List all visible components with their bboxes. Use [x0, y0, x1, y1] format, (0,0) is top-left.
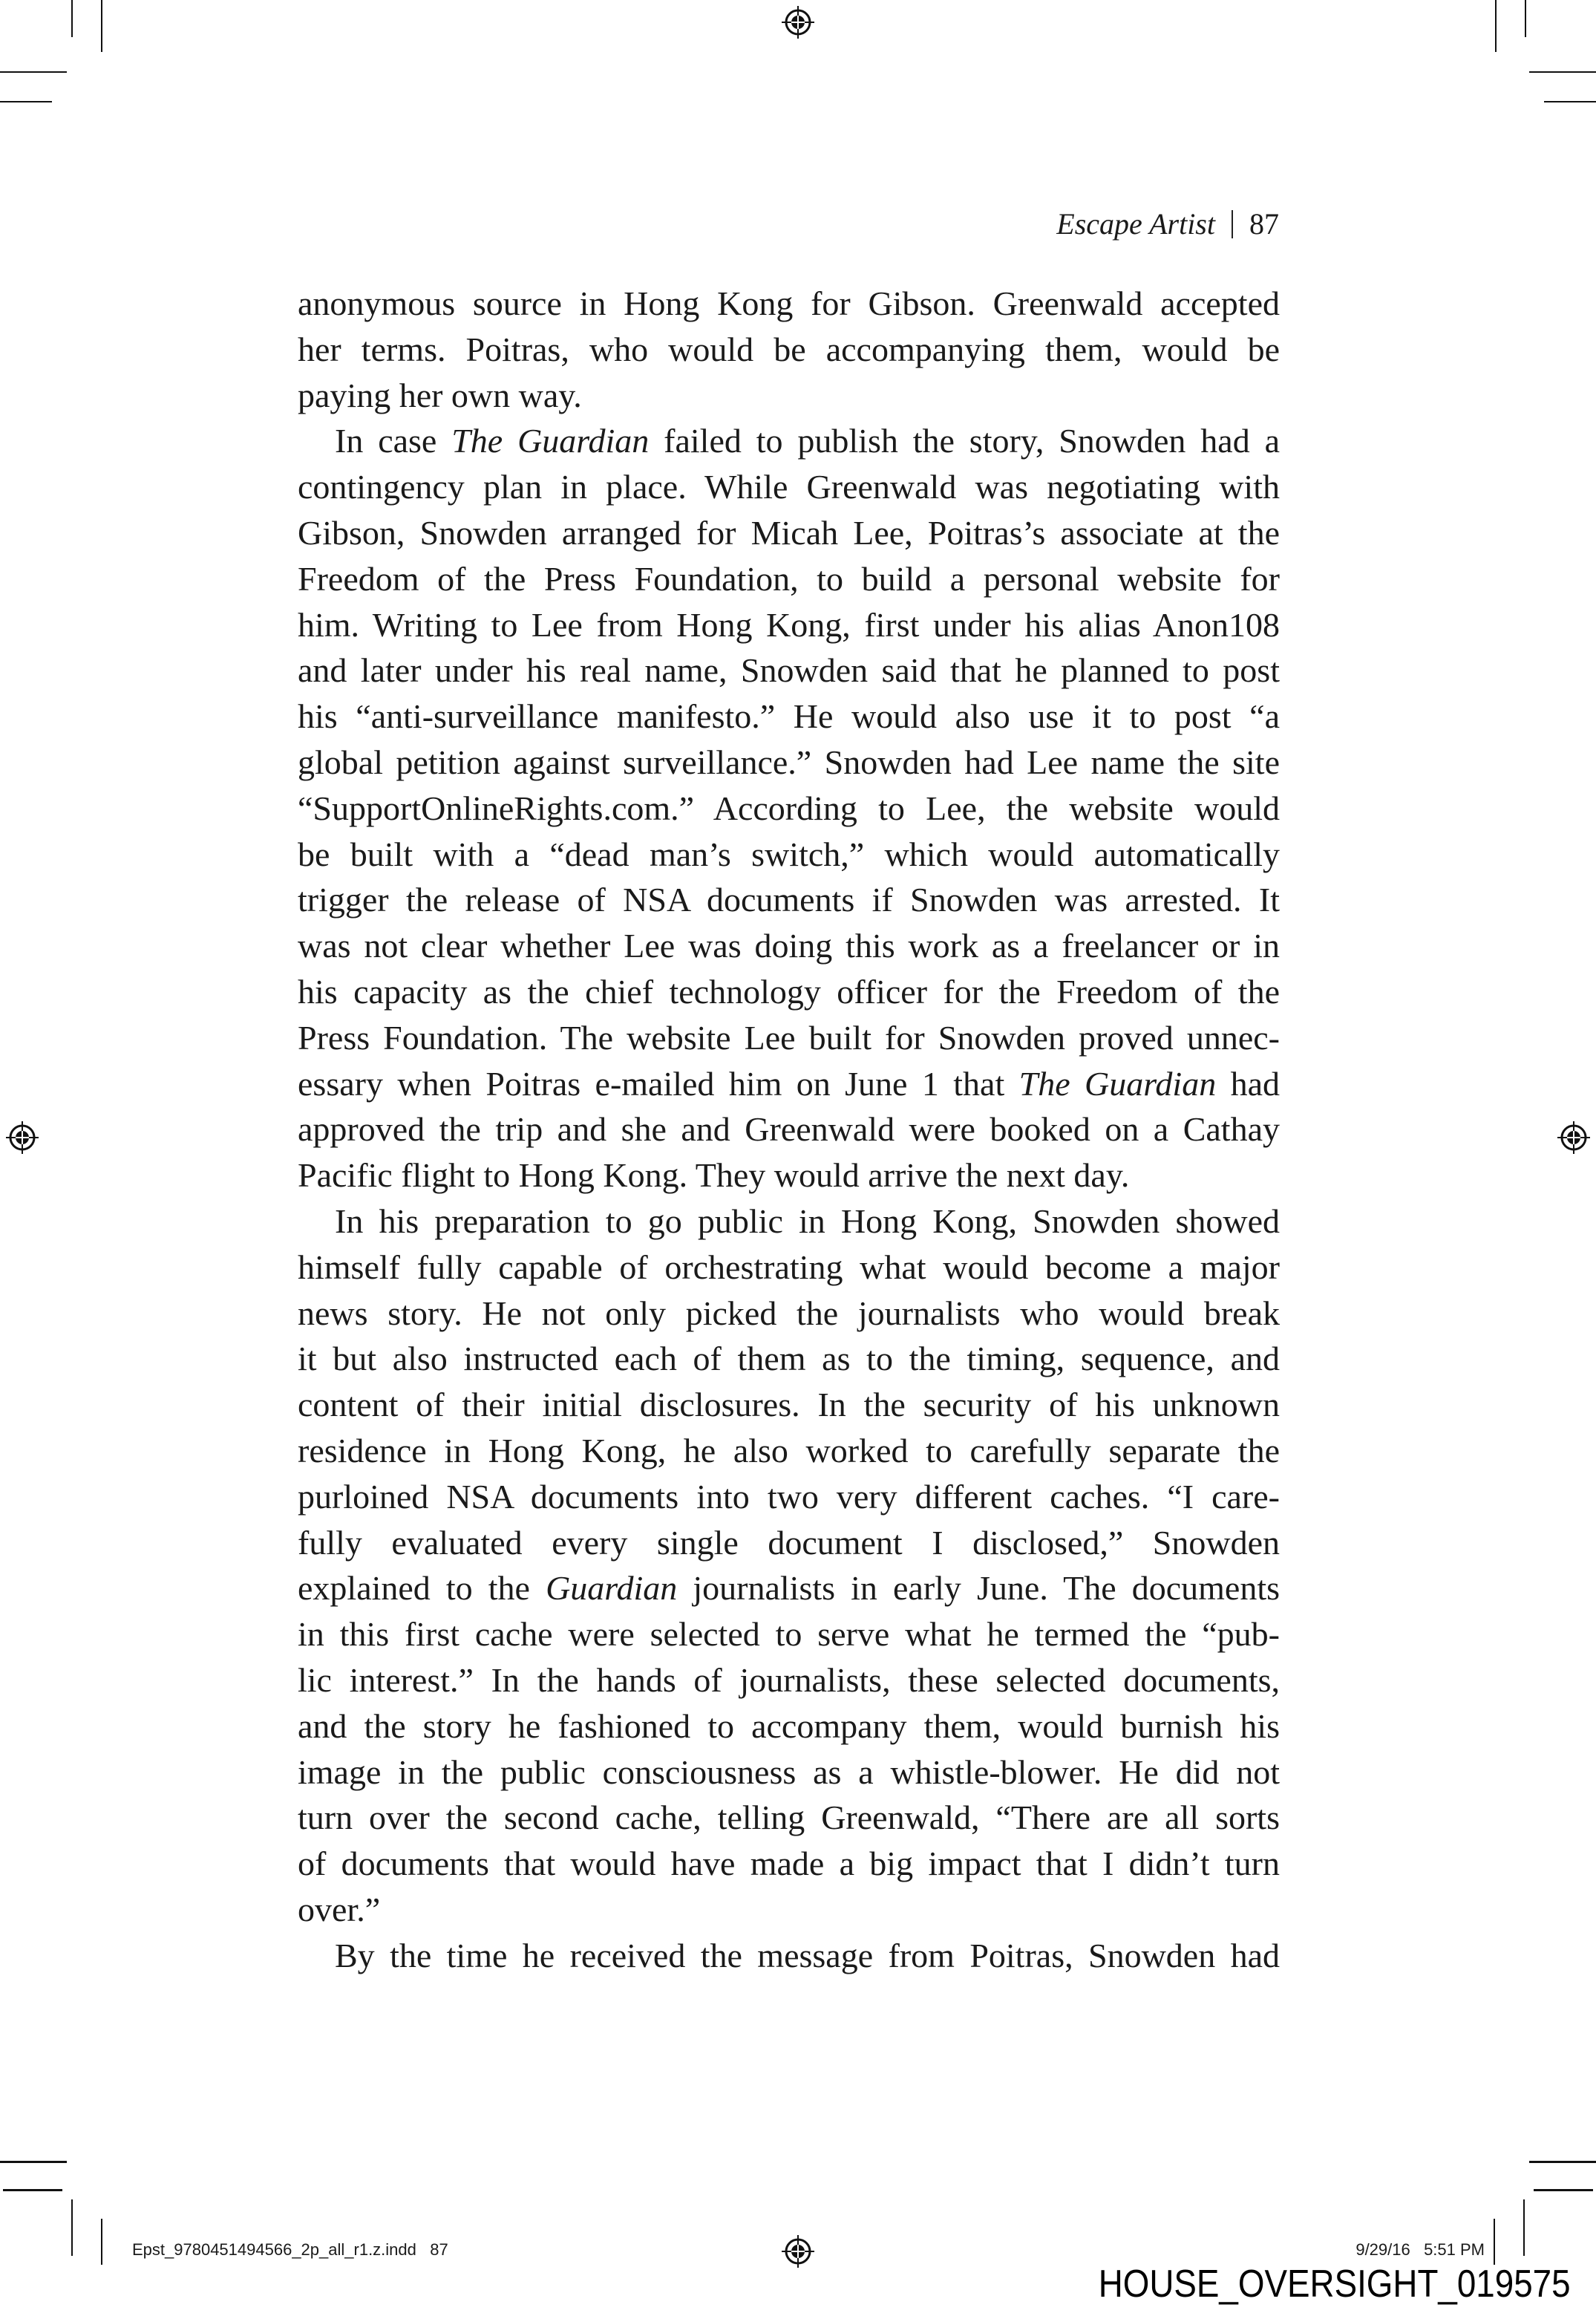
text-line: [298, 1749, 1280, 1795]
page-number: 87: [1249, 207, 1279, 241]
text-line: [298, 969, 1280, 1015]
registration-mark-icon: [1557, 1121, 1590, 1154]
text-line: [298, 464, 1280, 510]
text-segment: essary when Poitras e-mailed him on June 1 that: [298, 1064, 1019, 1103]
text-line: [298, 647, 1280, 694]
text-line: [298, 786, 1280, 832]
text-line: [298, 1336, 1280, 1382]
text-segment: In his preparation to go public in Hong Kong, Snowden showed: [335, 1201, 1280, 1240]
text-segment: failed to publish the story, Snowden had a: [649, 422, 1280, 460]
text-segment: his “anti-surveillance manifesto.” He would also use it to post “a: [298, 697, 1280, 736]
text-segment: lic interest.” In the hands of journalists, these selected documents,: [298, 1660, 1280, 1699]
text-line: [298, 1841, 1280, 1887]
text-line: [298, 1933, 1280, 1979]
text-line: [298, 877, 1280, 923]
text-segment: image in the public consciousness as a whistle-blower. He did not: [298, 1752, 1280, 1791]
text-segment: in this first cache were selected to serve what he termed the “pub-: [298, 1615, 1280, 1654]
text-segment: news story. He not only picked the journalists who would break: [298, 1294, 1280, 1332]
text-line: [298, 418, 1280, 464]
text-segment: trigger the release of NSA documents if Snowden was arrested. It: [298, 881, 1280, 919]
text-line: [298, 1015, 1280, 1061]
italic-title: Guardian: [546, 1569, 678, 1608]
text-segment: fully evaluated every single document I disclosed,” Snowden: [298, 1523, 1280, 1562]
registration-mark-icon: [782, 6, 814, 39]
text-line: [298, 1428, 1280, 1474]
crop-mark: [0, 101, 52, 102]
footer-timestamp: 9/29/16 5:51 PM: [1355, 2240, 1485, 2259]
text-segment: turn over the second cache, telling Greenwald, “There are all sorts: [298, 1798, 1280, 1837]
text-segment: it but also instructed each of them as to the timing, sequence, and: [298, 1340, 1280, 1378]
text-line: [298, 923, 1280, 969]
text-line: [298, 602, 1280, 648]
text-segment: him. Writing to Lee from Hong Kong, first under his alias Anon108: [298, 605, 1280, 644]
italic-title: The Guardian: [451, 422, 650, 460]
crop-mark: [1534, 2189, 1593, 2191]
text-line: [298, 1291, 1280, 1337]
text-line: [298, 1520, 1280, 1566]
crop-mark: [0, 71, 67, 73]
text-line: [298, 1611, 1280, 1657]
text-segment: “SupportOnlineRights.com.” According to Lee, the website would: [298, 789, 1280, 827]
text-segment: explained to the: [298, 1569, 546, 1608]
body-text: [298, 281, 1280, 1978]
crop-mark: [1529, 2161, 1596, 2163]
text-line: [298, 1061, 1280, 1107]
text-segment: over.”: [298, 1890, 381, 1928]
running-header: [1056, 206, 1279, 241]
text-segment: was not clear whether Lee was doing this work as a freelancer or in: [298, 927, 1280, 965]
text-segment: journalists in early June. The documents: [677, 1569, 1281, 1608]
text-segment: paying her own way.: [298, 376, 582, 414]
crop-mark: [1494, 2219, 1495, 2265]
crop-mark: [101, 2219, 102, 2265]
text-line: [298, 740, 1280, 786]
text-segment: In case: [335, 422, 452, 460]
text-line: [298, 832, 1280, 878]
text-line: [298, 1152, 1280, 1198]
text-line: [298, 1382, 1280, 1428]
text-segment: Pacific flight to Hong Kong. They would arrive the next day.: [298, 1156, 1130, 1195]
crop-mark: [1523, 2199, 1525, 2256]
text-line: [298, 281, 1280, 327]
text-segment: of documents that would have made a big impact that I didn’t turn: [298, 1844, 1280, 1883]
crop-mark: [71, 2199, 73, 2256]
text-line: [298, 1474, 1280, 1520]
text-segment: content of their initial disclosures. In the security of his unknown: [298, 1386, 1280, 1424]
text-segment: approved the trip and she and Greenwald were booked on a Cathay: [298, 1110, 1280, 1149]
text-line: [298, 694, 1280, 740]
text-line: [298, 1198, 1280, 1245]
text-segment: purloined NSA documents into two very different caches. “I care-: [298, 1477, 1280, 1516]
crop-mark: [1525, 0, 1526, 37]
crop-mark: [0, 2161, 67, 2163]
registration-mark-icon: [6, 1121, 39, 1154]
crop-mark: [1529, 71, 1596, 73]
text-line: [298, 1657, 1280, 1703]
text-segment: Freedom of the Press Foundation, to build a personal website for: [298, 559, 1280, 598]
text-segment: himself fully capable of orchestrating what would become a major: [298, 1247, 1280, 1286]
text-segment: his capacity as the chief technology officer for the Freedom of the: [298, 972, 1280, 1011]
text-segment: and later under his real name, Snowden said that he planned to post: [298, 651, 1280, 690]
text-line: [298, 556, 1280, 602]
crop-mark: [101, 0, 102, 52]
crop-mark: [1544, 101, 1596, 102]
text-line: [298, 510, 1280, 556]
crop-mark: [3, 2189, 62, 2191]
text-segment: her terms. Poitras, who would be accompanying them, would be: [298, 330, 1280, 368]
text-segment: be built with a “dead man’s switch,” which would automatically: [298, 835, 1280, 873]
text-segment: contingency plan in place. While Greenwald was negotiating with: [298, 468, 1280, 506]
text-segment: anonymous source in Hong Kong for Gibson. Greenwald accepted: [298, 284, 1280, 322]
crop-mark: [1495, 0, 1497, 52]
bates-number: HOUSE_OVERSIGHT_019575: [1099, 2263, 1571, 2306]
text-line: [298, 1795, 1280, 1841]
text-segment: and the story he fashioned to accompany them, would burnish his: [298, 1706, 1280, 1745]
text-segment: By the time he received the message from Poitras, Snowden had: [335, 1936, 1280, 1974]
text-segment: Press Foundation. The website Lee built for Snowden proved unnec-: [298, 1018, 1280, 1057]
text-segment: had: [1216, 1064, 1281, 1103]
text-line: [298, 1245, 1280, 1291]
header-divider: [1232, 210, 1233, 238]
running-title: Escape Artist: [1056, 207, 1215, 241]
registration-mark-icon: [782, 2235, 814, 2268]
text-segment: global petition against surveillance.” Snowden had Lee name the site: [298, 743, 1280, 781]
text-segment: residence in Hong Kong, he also worked to carefully separate the: [298, 1431, 1280, 1469]
text-line: [298, 327, 1280, 373]
text-line: [298, 373, 1280, 419]
crop-mark: [71, 0, 73, 37]
footer-file-info: Epst_9780451494566_2p_all_r1.z.indd 87: [132, 2240, 448, 2259]
text-segment: Gibson, Snowden arranged for Micah Lee, Poitras’s associate at the: [298, 513, 1280, 552]
text-line: [298, 1565, 1280, 1611]
text-line: [298, 1106, 1280, 1152]
italic-title: The Guardian: [1018, 1064, 1217, 1103]
text-line: [298, 1703, 1280, 1749]
text-line: [298, 1887, 1280, 1933]
